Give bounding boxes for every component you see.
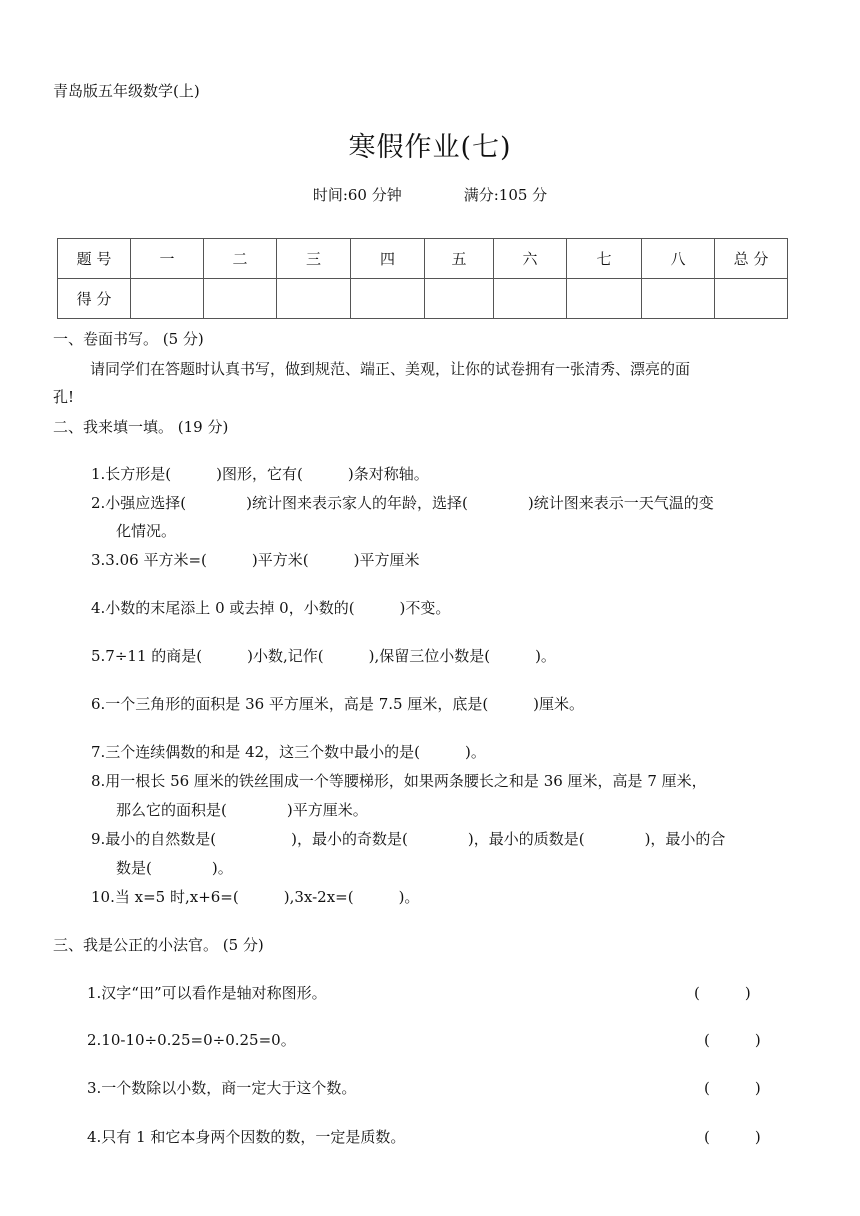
time-limit: 时间:60 分钟 xyxy=(312,186,402,204)
question-2-4: 4.小数的末尾添上 0 或去掉 0，小数的( )不变。 xyxy=(91,599,451,617)
section-1-text: 请同学们在答题时认真书写，做到规范、端正、美观，让你的试卷拥有一张清秀、漂亮的面 xyxy=(90,360,691,378)
score-table-score-row xyxy=(58,279,788,319)
row-label: 得 分 xyxy=(58,279,131,319)
header-cell: 总 分 xyxy=(715,239,788,279)
question-2-3: 3.3.06 平方米=( )平方米( )平方厘米 xyxy=(91,551,420,569)
header-cell: 题 号 xyxy=(58,239,131,279)
question-2-10: 10.当 x=5 时,x+6=( ),3x-2x=( )。 xyxy=(91,888,420,906)
question-2-9: 9.最小的自然数是( )，最小的奇数是( )，最小的质数是( )，最小的合 xyxy=(91,830,726,848)
header-cell: 一 xyxy=(131,239,204,279)
question-3-2: 2.10-10÷0.25=0÷0.25=0。 xyxy=(87,1031,296,1049)
score-cell[interactable] xyxy=(277,279,351,319)
answer-paren-3-4[interactable]: ( ) xyxy=(704,1128,761,1146)
section-1-title: 一、卷面书写。 (5 分) xyxy=(53,330,204,348)
score-table-header-row xyxy=(58,239,788,279)
question-3-3: 3.一个数除以小数，商一定大于这个数。 xyxy=(87,1079,357,1097)
question-3-1: 1.汉字“田”可以看作是轴对称图形。 xyxy=(87,984,327,1002)
score-cell[interactable] xyxy=(425,279,494,319)
full-score: 满分:105 分 xyxy=(463,186,548,204)
worksheet-header: 青岛版五年级数学(上) xyxy=(53,82,200,100)
header-cell: 八 xyxy=(642,239,715,279)
question-2-5: 5.7÷11 的商是( )小数,记作( ),保留三位小数是( )。 xyxy=(91,647,556,665)
header-cell: 四 xyxy=(351,239,425,279)
score-cell[interactable] xyxy=(494,279,567,319)
answer-paren-3-1[interactable]: ( ) xyxy=(694,984,751,1002)
section-3-title: 三、我是公正的小法官。 (5 分) xyxy=(53,936,264,954)
score-cell[interactable] xyxy=(715,279,788,319)
question-2-8: 8.用一根长 56 厘米的铁丝围成一个等腰梯形，如果两条腰长之和是 36 厘米，高是 7 厘米， xyxy=(91,772,707,790)
header-cell: 七 xyxy=(567,239,642,279)
question-2-6: 6.一个三角形的面积是 36 平方厘米，高是 7.5 厘米，底是( )厘米。 xyxy=(91,695,585,713)
header-cell: 六 xyxy=(494,239,567,279)
score-cell[interactable] xyxy=(131,279,204,319)
header-cell: 三 xyxy=(277,239,351,279)
header-cell: 二 xyxy=(204,239,277,279)
answer-paren-3-2[interactable]: ( ) xyxy=(704,1031,761,1049)
question-2-1: 1.长方形是( )图形，它有( )条对称轴。 xyxy=(91,465,429,483)
section-2-title: 二、我来填一填。 (19 分) xyxy=(53,418,229,436)
section-1-text-cont: 孔! xyxy=(53,388,75,406)
score-cell[interactable] xyxy=(204,279,277,319)
question-2-2: 2.小强应选择( )统计图来表示家人的年龄，选择( )统计图来表示一天气温的变 xyxy=(91,494,714,512)
question-2-2-cont: 化情况。 xyxy=(116,522,177,540)
score-cell[interactable] xyxy=(351,279,425,319)
question-2-7: 7.三个连续偶数的和是 42，这三个数中最小的是( )。 xyxy=(91,743,486,761)
exam-meta xyxy=(0,184,860,205)
score-cell[interactable] xyxy=(567,279,642,319)
question-3-4: 4.只有 1 和它本身两个因数的数，一定是质数。 xyxy=(87,1128,406,1146)
header-cell: 五 xyxy=(425,239,494,279)
question-2-8-cont: 那么它的面积是( )平方厘米。 xyxy=(116,801,368,819)
page-title: 寒假作业(七) xyxy=(348,132,512,163)
answer-paren-3-3[interactable]: ( ) xyxy=(704,1079,761,1097)
score-table xyxy=(57,238,788,319)
score-cell[interactable] xyxy=(642,279,715,319)
question-2-9-cont: 数是( )。 xyxy=(116,859,233,877)
